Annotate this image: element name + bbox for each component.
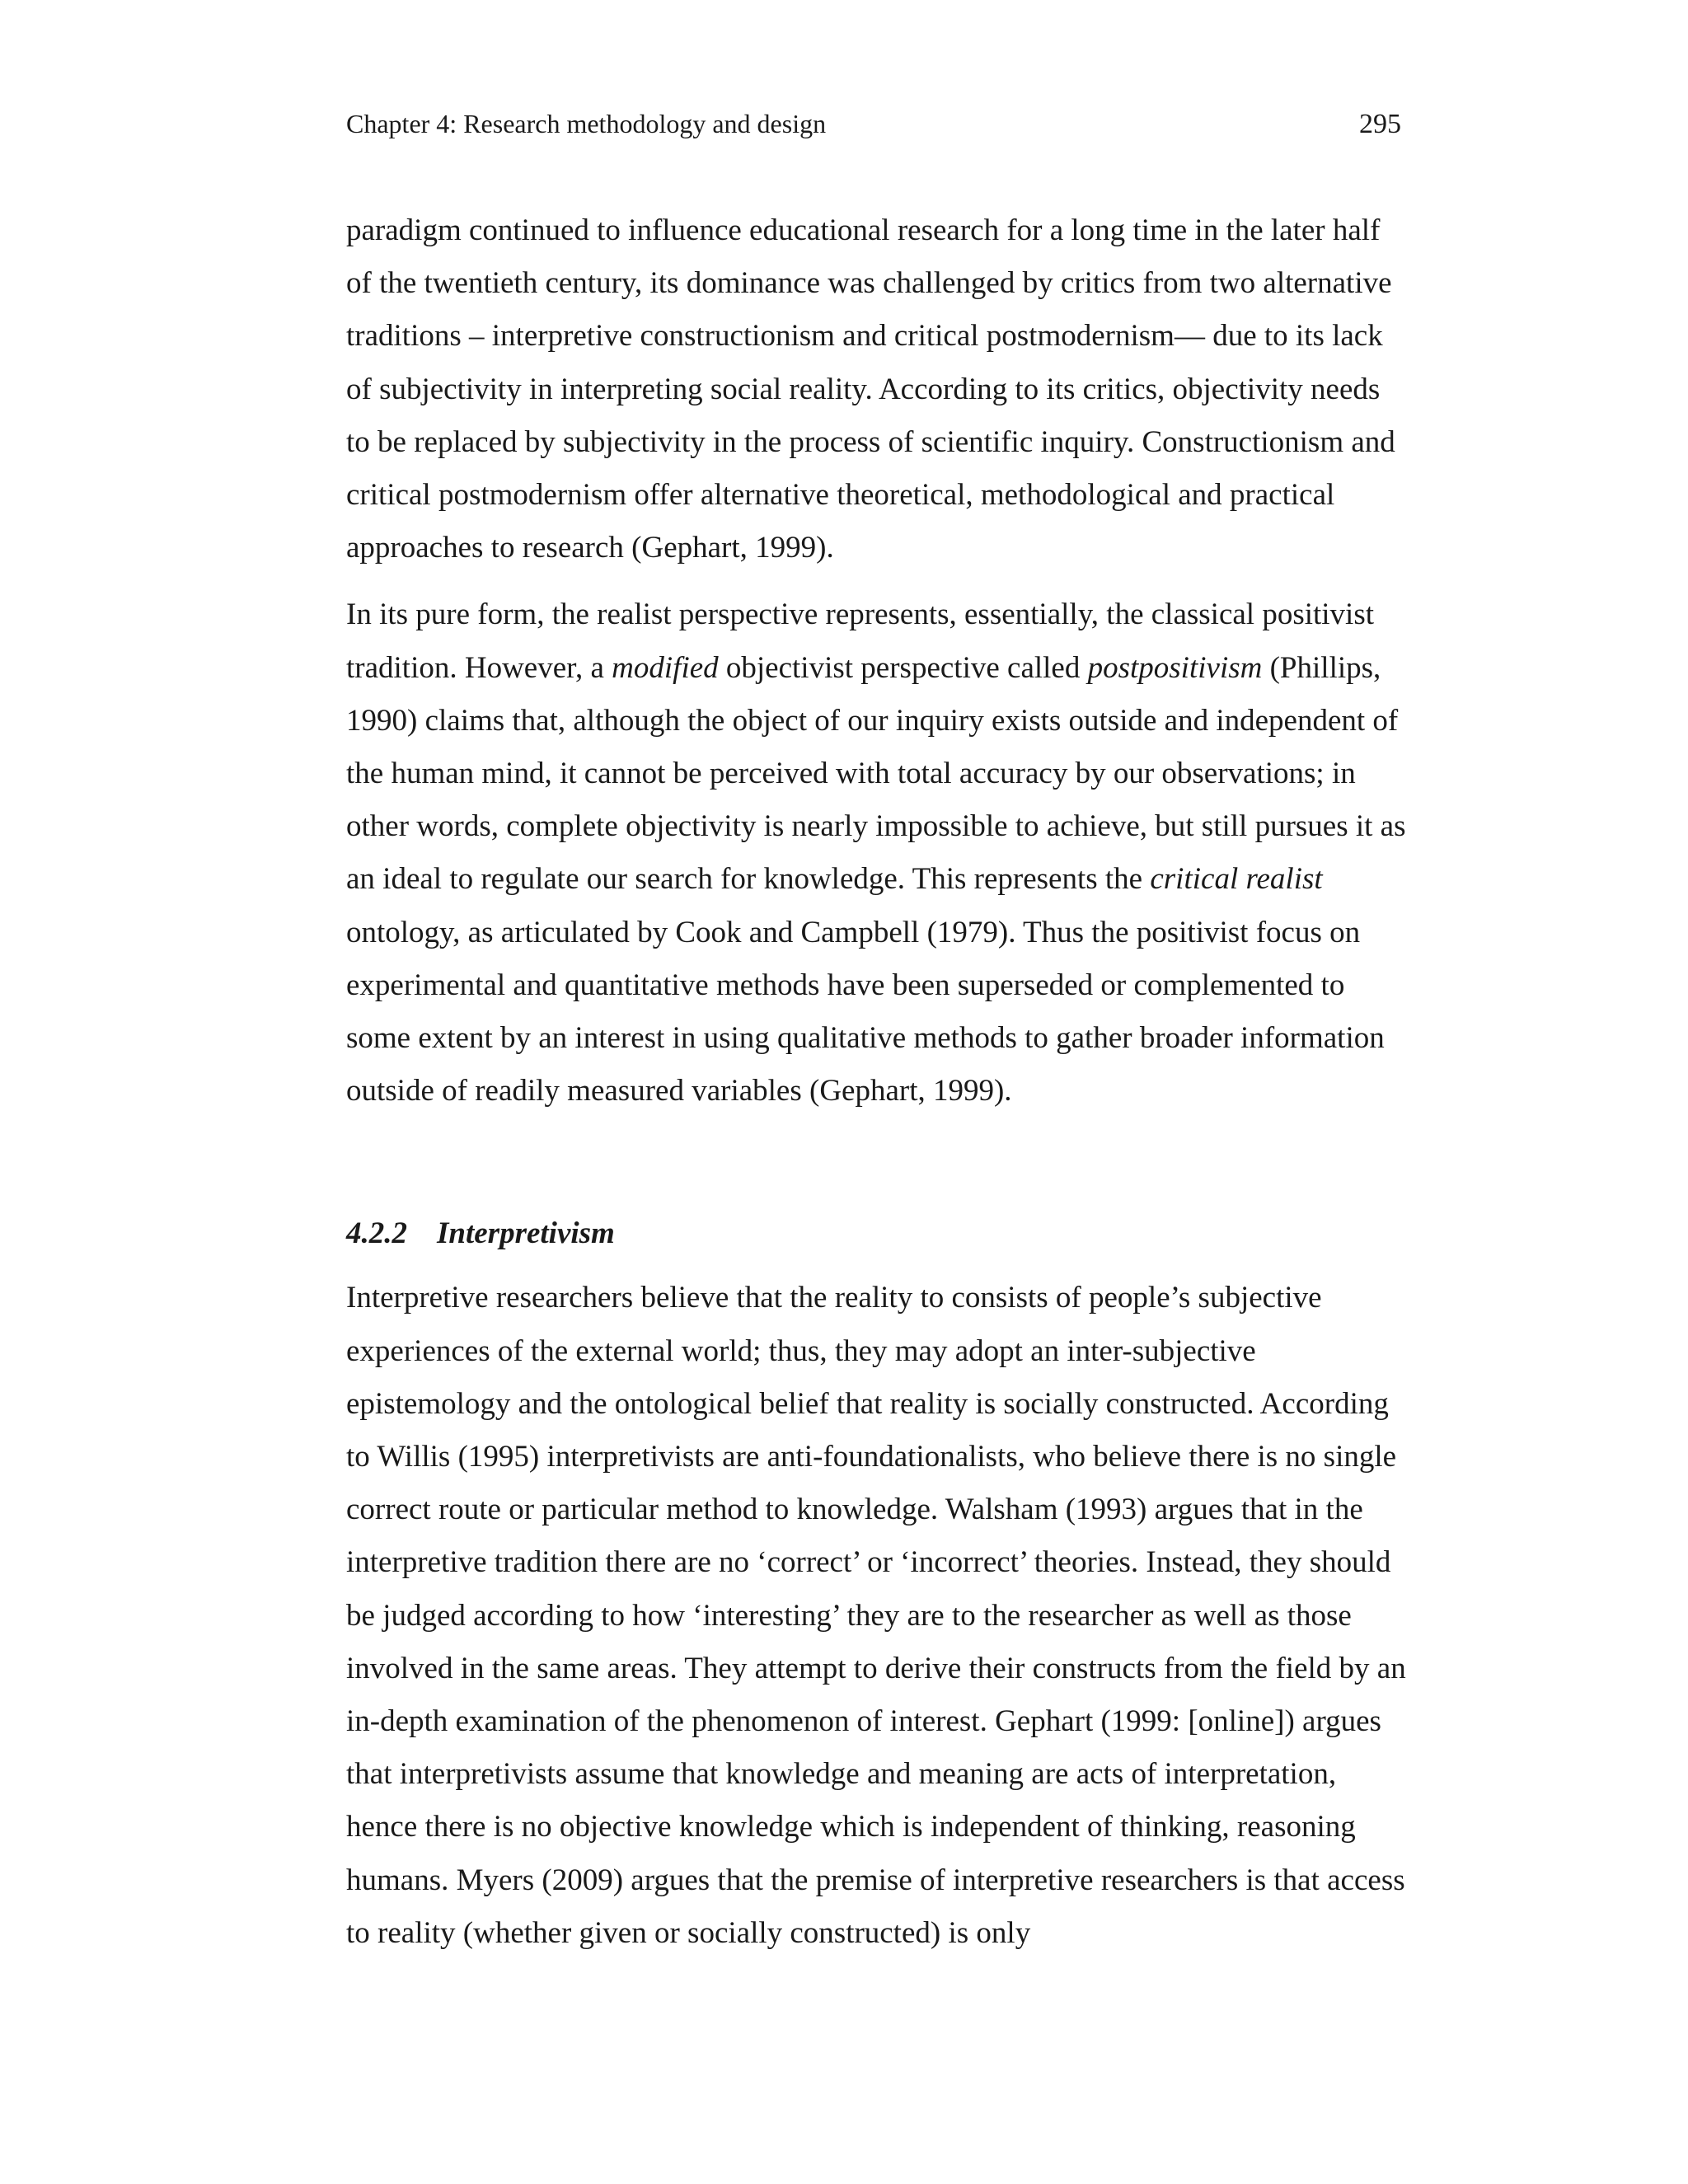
paragraph-text: ontology, as articulated by Cook and Campbell (1979). Thus the positivist focus on experimental and quantitative methods have been superseded or complemented to some extent by an interest in using qualitative methods to gather broader information outside of readily measured variables (Gephart, 1999). (346, 915, 1385, 1108)
paragraph-text: (Phillips, 1990) claims that, although the object of our inquiry exists outside and independent of the human mind, it cannot be perceived with total accuracy by our observations; in other words, complete objectivity is nearly impossible to achieve, but still pursues it as an ideal to regulate our search for knowledge. This represents the (346, 650, 1406, 897)
section-heading (346, 1207, 1409, 1260)
paragraph: Interpretive researchers believe that the reality to consists of people’s subjective experiences of the external world; thus, they may adopt an inter-subjective epistemology and the ontological belief that reality is socially constructed. According to Willis (1995) interpretivists are anti-foundationalists, who believe there is no single correct route or particular method to knowledge. Walsham (1993) argues that in the interpretive tradition there are no ‘correct’ or ‘incorrect’ theories. Instead, they should be judged according to how ‘interesting’ they are to the researcher as well as those involved in the same areas. They attempt to derive their constructs from the field by an in-depth examination of the phenomenon of interest. Gephart (1999: [online]) argues that interpretivists assume that knowledge and meaning are acts of interpretation, hence there is no objective knowledge which is independent of thinking, reasoning humans. Myers (2009) argues that the premise of interpretive researchers is that access to reality (whether given or socially constructed) is only (346, 1281, 1406, 1950)
emphasis-text: postpositivism (1087, 650, 1263, 685)
page-body (346, 204, 1409, 1960)
section-title: Interpretivism (437, 1216, 615, 1251)
page-header (346, 107, 1401, 141)
paragraph (346, 588, 1409, 1118)
emphasis-text: modified (612, 650, 719, 685)
paragraph-text: In its pure form, the realist perspective represents, essentially, the classical positivist tradition. However, a (346, 598, 1375, 685)
paragraph-text: objectivist perspective called (718, 650, 1088, 685)
emphasis-text: critical realist (1150, 862, 1323, 897)
page-number: 295 (1359, 109, 1401, 139)
section-number: 4.2.2 (346, 1216, 407, 1251)
running-title: Chapter 4: Research methodology and design (346, 109, 827, 138)
paragraph: paradigm continued to influence educational research for a long time in the later half of the twentieth century, its dominance was challenged by critics from two alternative traditions – interpretive constructionism and critical postmodernism— due to its lack of subjectivity in interpreting social reality. According to its critics, objectivity needs to be replaced by subjectivity in the process of scientific inquiry. Constructionism and critical postmodernism offer alternative theoretical, methodological and practical approaches to research (Gephart, 1999). (346, 213, 1395, 565)
